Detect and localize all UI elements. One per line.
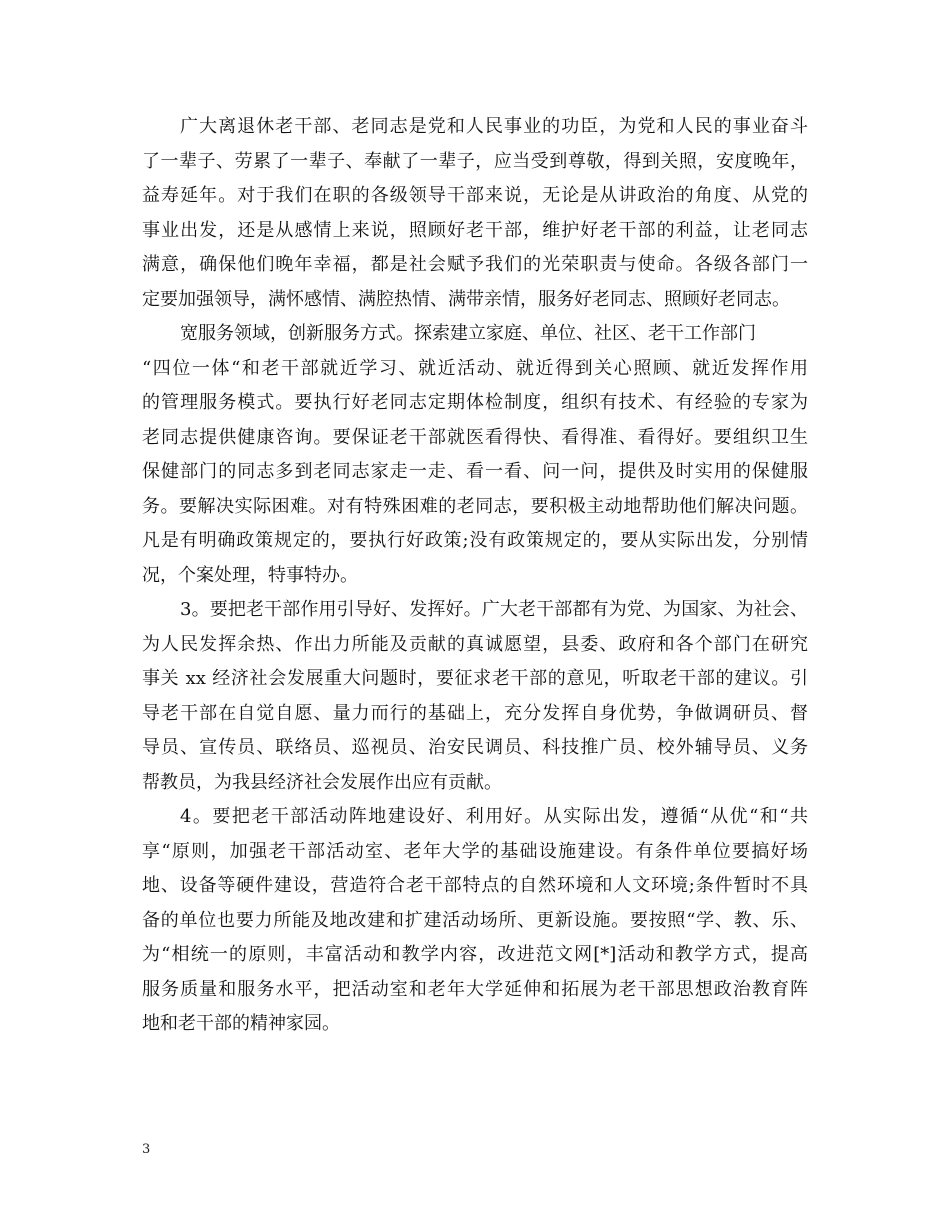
text-line: 享“原则，加强老干部活动室、老年大学的基础设施建设。有条件单位要搞好场	[142, 840, 808, 862]
text-line: 事关 xx 经济社会发展重大问题时，要征求老干部的意见，听取老干部的建议。引	[142, 668, 808, 689]
text-line: 老同志提供健康咨询。要保证老干部就医看得快、看得准、看得好。要组织卫生	[142, 426, 808, 448]
text-line: 备的单位也要力所能及地改建和扩建活动场所、更新设施。要按照“学、教、乐、	[142, 909, 808, 931]
text-line: 事业出发，还是从感情上来说，照顾好老干部，维护好老干部的利益，让老同志	[142, 219, 808, 241]
text-line: 3。要把老干部作用引导好、发挥好。广大老干部都有为党、为国家、为社会、	[180, 599, 808, 620]
text-line: 为人民发挥余热、作出力所能及贡献的真诚愿望，县委、政府和各个部门在研究	[142, 633, 808, 655]
text-line: 况，个案处理，特事特办。	[142, 564, 358, 586]
text-line: 益寿延年。对于我们在职的各级领导干部来说，无论是从讲政治的角度、从党的	[142, 185, 808, 206]
text-line: 的管理服务模式。要执行好老同志定期体检制度，组织有技术、有经验的专家为	[142, 392, 808, 413]
text-line: 满意，确保他们晚年幸福，都是社会赋予我们的光荣职责与使命。各级各部门一	[142, 254, 808, 275]
paragraph-2	[142, 317, 808, 593]
text-line: 保健部门的同志多到老同志家走一走、看一看、问一问，提供及时实用的保健服	[142, 461, 808, 482]
text-line: 务。要解决实际困难。对有特殊困难的老同志，要积极主动地帮助他们解决问题。	[142, 495, 808, 517]
text-line: “四位一体“和老干部就近学习、就近活动、就近得到关心照顾、就近发挥作用	[142, 357, 808, 379]
text-line: 服务质量和服务水平，把活动室和老年大学延伸和拓展为老干部思想政治教育阵	[142, 978, 808, 1000]
text-line: 宽服务领域，创新服务方式。探索建立家庭、单位、社区、老干工作部门	[180, 323, 756, 344]
text-line: 导员、宣传员、联络员、巡视员、治安民调员、科技推广员、校外辅导员、义务	[142, 737, 808, 758]
page-number: 3	[142, 1142, 151, 1157]
paragraph-3	[142, 593, 808, 800]
text-line: 凡是有明确政策规定的，要执行好政策;没有政策规定的，要从实际出发，分别情	[142, 530, 808, 551]
text-line: 地、设备等硬件建设，营造符合老干部特点的自然环境和人文环境;条件暂时不具	[142, 875, 808, 896]
text-line: 为“相统一的原则，丰富活动和教学内容，改进范文网[*]活动和教学方式，提高	[142, 944, 808, 965]
paragraph-4	[142, 800, 808, 1042]
text-line: 定要加强领导，满怀感情、满腔热情、满带亲情，服务好老同志、照顾好老同志。	[142, 288, 790, 310]
text-line: 帮教员，为我县经济社会发展作出应有贡献。	[142, 771, 502, 793]
text-line: 广大离退休老干部、老同志是党和人民事业的功臣，为党和人民的事业奋斗	[180, 116, 808, 137]
text-line: 4。要把老干部活动阵地建设好、利用好。从实际出发，遵循“从优“和“共	[180, 806, 808, 827]
text-line: 导老干部在自觉自愿、量力而行的基础上，充分发挥自身优势，争做调研员、督	[142, 702, 808, 724]
paragraph-1	[142, 110, 808, 317]
text-line: 地和老干部的精神家园。	[142, 1013, 340, 1034]
text-line: 了一辈子、劳累了一辈子、奉献了一辈子，应当受到尊敬，得到关照，安度晚年，	[142, 150, 808, 172]
document-body	[142, 110, 808, 1042]
